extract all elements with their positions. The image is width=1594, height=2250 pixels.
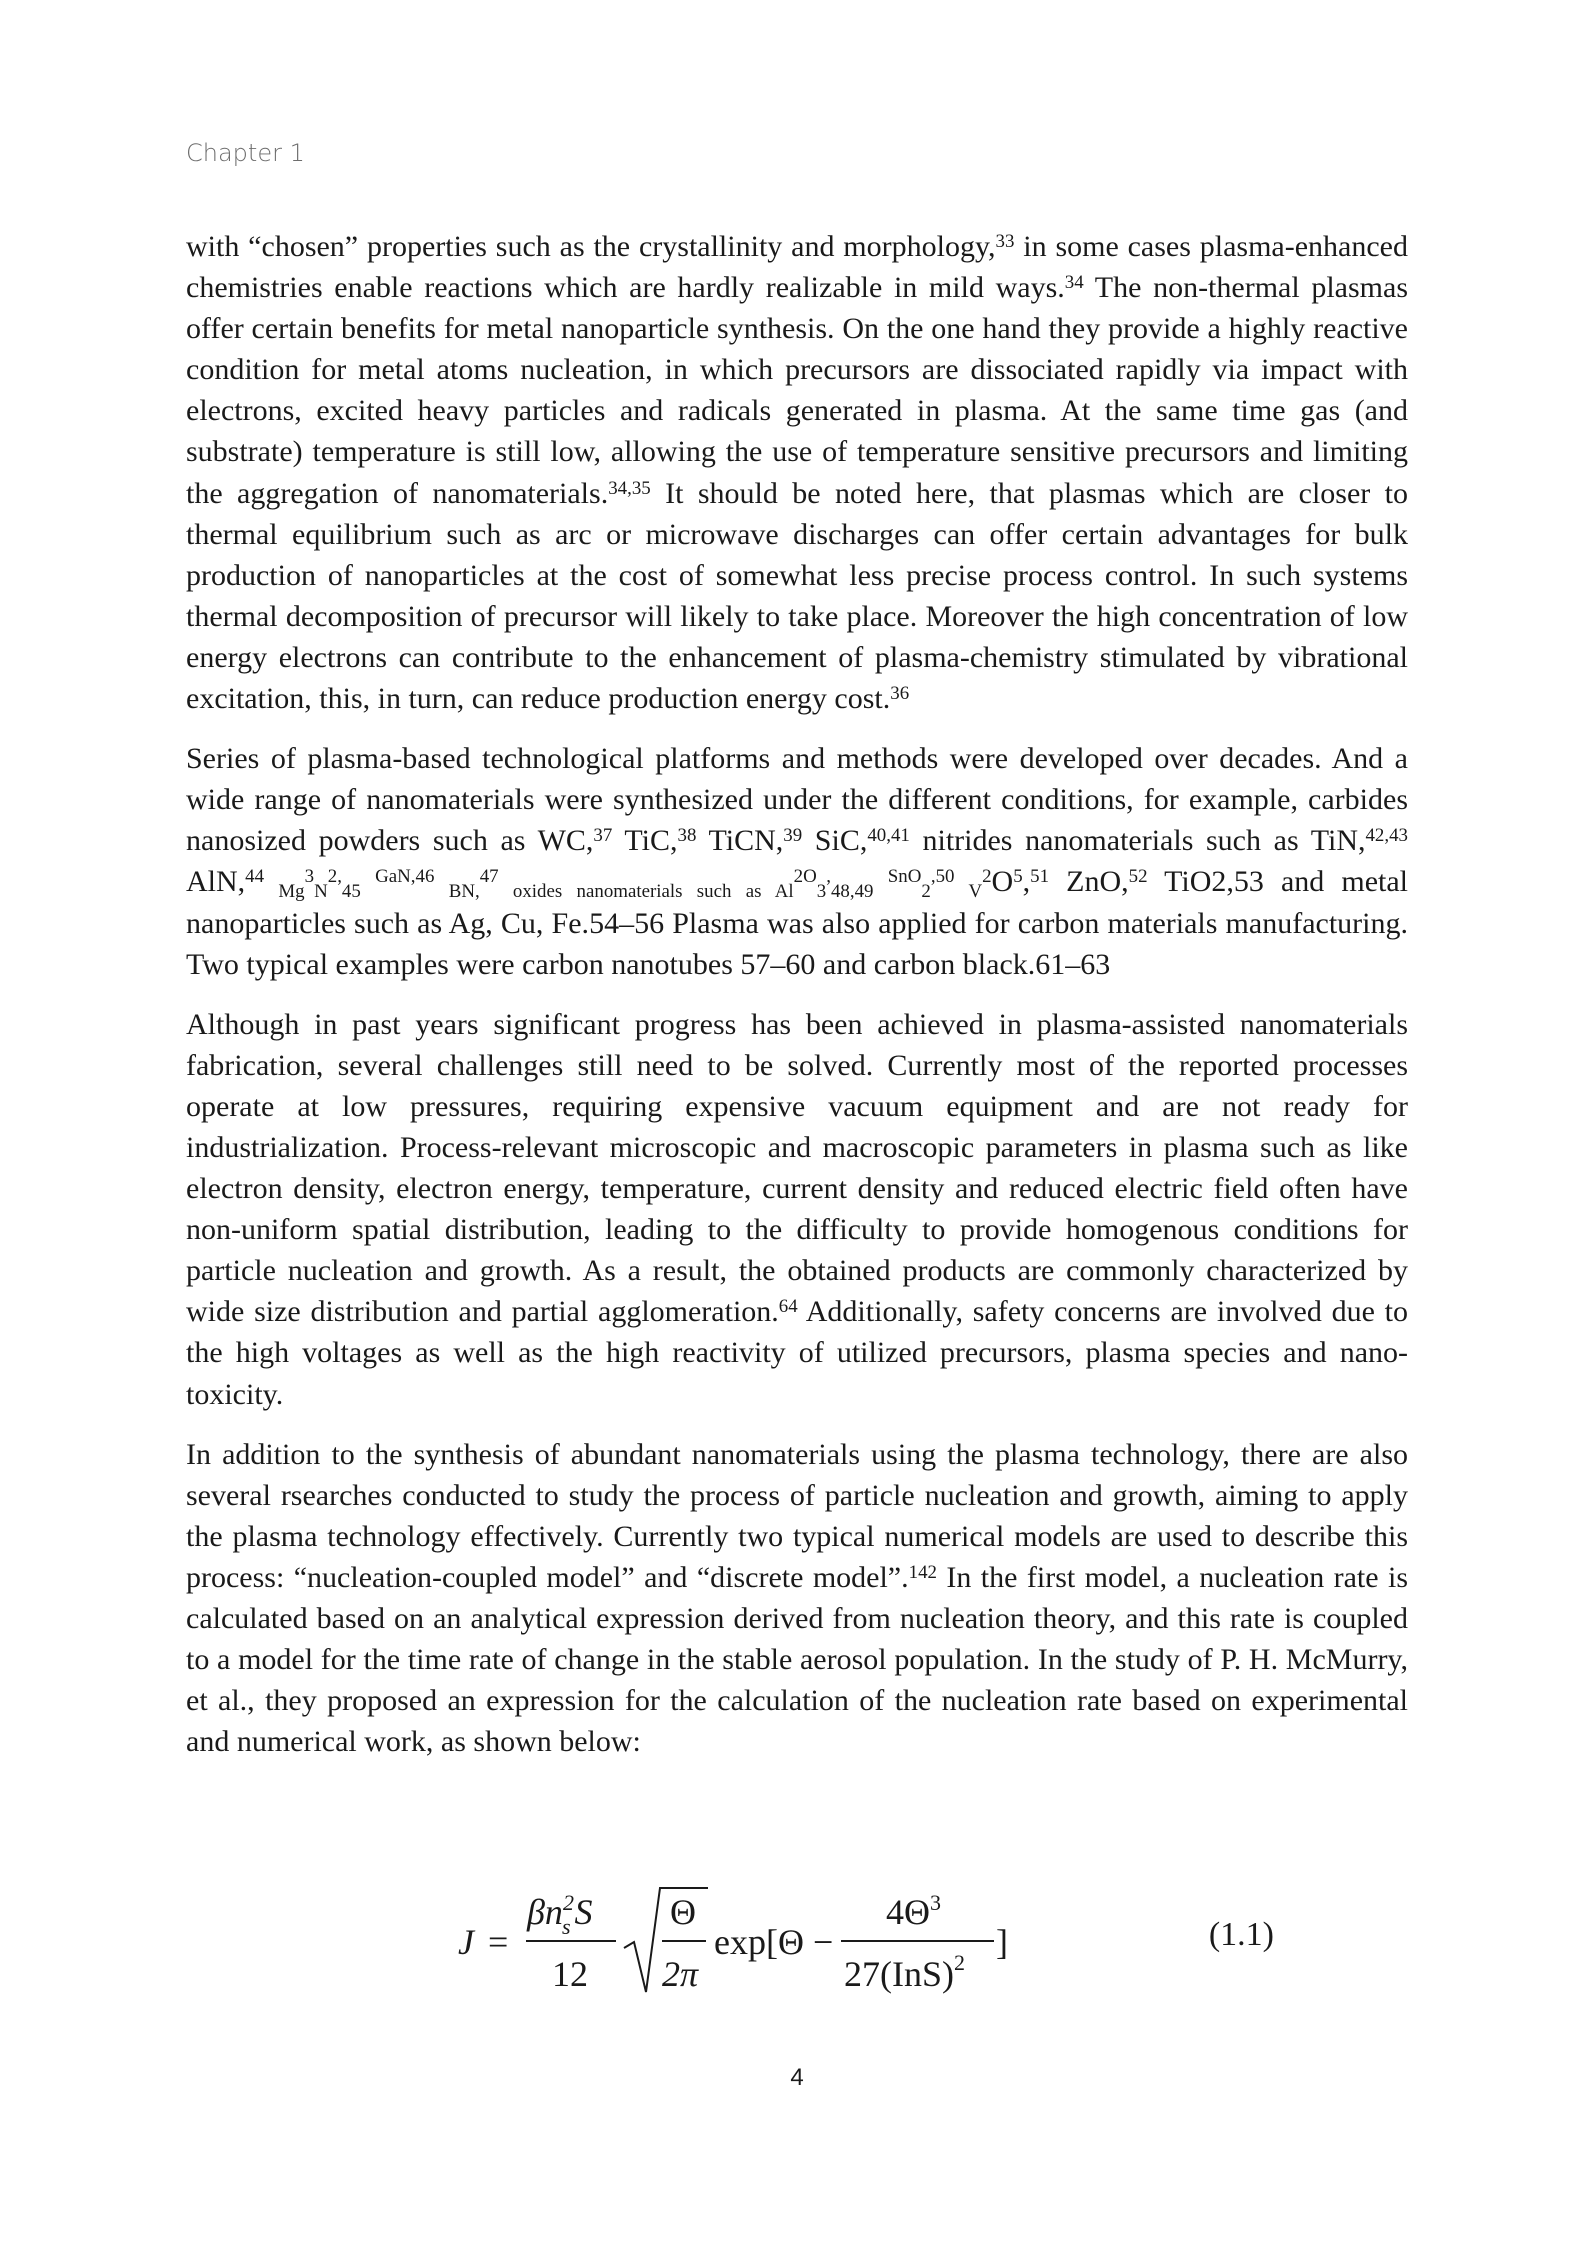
paragraph-text: 61–63 — [1035, 947, 1111, 981]
paragraph-text: Additionally, safety concerns are involved due to the high voltages as well as the high reactivity of utilized precursors, plasma species and nano-toxicity. — [186, 1295, 1408, 1411]
paragraph-text: The non-thermal plasmas offer certain benefits for metal nanoparticle synthesis. On the one hand they provide a highly reactive condition for metal atoms nucleation, in which precursors are dissociated rapidly via impact with electrons, excited heavy particles and radicals generated in plasma. At the same time gas (and substrate) temperature is still low, allowing the use of temperature sensitive precursors and limiting the aggregation of nanomaterials. — [186, 271, 1408, 510]
body-text — [186, 226, 1408, 1781]
citation-superscript: 44 — [245, 866, 265, 888]
citation-superscript: 64 — [778, 1296, 798, 1318]
paragraph-2 — [186, 738, 1408, 985]
citation-superscript: 2 — [793, 866, 804, 888]
paragraph-3 — [186, 1004, 1408, 1415]
paragraph-text: TiCN, — [696, 824, 784, 858]
paragraph-text: SiC, — [802, 824, 868, 858]
eq-frac1-denominator: 12 — [552, 1954, 588, 1994]
eq-sqrt-denominator: 2π — [662, 1954, 699, 1994]
chemical-subscript: Mg — [264, 880, 305, 902]
citation-superscript: 46 — [415, 866, 435, 888]
paragraph-text: 57–60 — [740, 947, 816, 981]
chemical-subscript: 45 — [341, 880, 361, 902]
chemical-subscript: V — [954, 880, 983, 902]
citation-superscript: 50 — [935, 866, 955, 888]
citation-superscript: 34 — [1064, 272, 1084, 294]
citation-superscript: SnO — [873, 866, 922, 888]
page-number: 4 — [790, 2064, 804, 2091]
paragraph-text: Plasma was also applied for carbon materials manufacturing. Two typical examples were carbon nanotubes — [186, 906, 1408, 981]
chemical-subscript: oxides nanomaterials such as Al — [498, 880, 794, 902]
paragraph-text: with “chosen” properties such as the crystallinity and morphology, — [186, 230, 996, 263]
eq-exp-open: exp[Θ − — [714, 1922, 834, 1962]
paragraph-1 — [186, 226, 1408, 719]
paragraph-text: In the first model, a nucleation rate is calculated based on an analytical expression derived from nucleation theory, and this rate is coupled to a model for the time rate of change in the stable aerosol population. In the study of P. H. McMurry, et al., they proposed an expression for the calculation of the nucleation rate based on experimental and numerical work, as shown below: — [186, 1560, 1409, 1759]
paragraph-text: 54–56 — [589, 906, 665, 940]
citation-superscript: 34,35 — [608, 477, 651, 499]
citation-superscript: , — [826, 866, 831, 888]
paragraph-text: It should be noted here, that plasmas which are closer to thermal equilibrium such as arc or microwave discharges can offer certain advantages for bulk production of nanoparticles at the cost of somewhat less precise process control. In such systems thermal decomposition of precursor will likely to take place. Moreover the high concentration of low energy electrons can contribute to the enhancement of plasma-chemistry stimulated by vibrational excitation, this, in turn, can reduce production energy cost. — [186, 476, 1409, 716]
eq-frac2-denominator: 27(InS)$^2$ — [844, 1950, 965, 1994]
paragraph-text: nitrides nanomaterials such as TiN, — [909, 824, 1366, 858]
eq-frac1-numerator: $\beta n^2$ s S — [527, 1890, 593, 1939]
citation-superscript: 52 — [1128, 866, 1148, 888]
citation-superscript: 142 — [908, 1561, 937, 1583]
citation-superscript: 42,43 — [1365, 825, 1408, 847]
paragraph-text: and metal nanoparticles such as Ag, Cu, Fe. — [186, 865, 1409, 940]
eq-lhs: J — [458, 1922, 474, 1962]
running-head: Chapter 1 — [186, 139, 305, 167]
equation-1-1 — [186, 1880, 1408, 2000]
eq-sqrt-numerator: Θ — [670, 1892, 696, 1932]
paragraph-text: O — [991, 865, 1014, 899]
citation-superscript: 40,41 — [867, 825, 910, 847]
paragraph-text: Series of plasma-based technological platforms and methods were developed over decades. And a wide range of nanomaterials were synthesized under the different conditions, for example, carbides nanosized powders such as WC, — [186, 742, 1408, 858]
citation-superscript: 5 — [1013, 866, 1023, 888]
paragraph-text: 53 — [1233, 865, 1264, 899]
paragraph-text: AlN, — [186, 865, 246, 899]
paragraph-text: TiC, — [612, 824, 678, 858]
citation-superscript: 38 — [677, 825, 697, 847]
citation-superscript: 36 — [890, 682, 910, 704]
citation-superscript: , — [930, 866, 936, 888]
chemical-subscript: BN, — [434, 880, 480, 902]
citation-superscript: , — [337, 866, 342, 888]
paragraph-text: 2 — [1211, 865, 1227, 899]
chemical-subscript: 2 — [921, 880, 931, 902]
chemical-subscript: 3 — [816, 880, 827, 902]
eq-exp-close: ] — [996, 1922, 1008, 1962]
paragraph-text: in some cases plasma-enhanced chemistries enable reactions which are hardly realizable in mild ways. — [186, 230, 1408, 305]
citation-superscript: 33 — [995, 230, 1015, 252]
paragraph-text: and carbon black. — [815, 947, 1036, 981]
chemical-subscript: 48,49 — [830, 880, 874, 902]
paragraph-text: TiO — [1147, 865, 1212, 899]
paragraph-text: ZnO, — [1049, 865, 1129, 899]
citation-superscript: GaN, — [360, 866, 416, 888]
citation-superscript: 2 — [327, 866, 338, 888]
paragraph-text: In addition to the synthesis of abundant nanomaterials using the plasma technology, there are also several rsearches conducted to study the process of particle nucleation and growth, aiming to apply the plasma technology effectively. Currently two typical numerical models are used to describe this process: “nucleation-coupled model” and “discrete model”. — [186, 1437, 1408, 1594]
citation-superscript: 39 — [783, 825, 803, 847]
citation-superscript: 3 — [304, 866, 315, 888]
citation-superscript: 51 — [1030, 866, 1050, 888]
citation-superscript: 37 — [593, 825, 613, 847]
eq-equals: = — [488, 1922, 509, 1962]
paragraph-text: Although in past years significant progress has been achieved in plasma-assisted nanomaterials fabrication, several challenges still need to be solved. Currently most of the reported processes operate at low pressures, requiring expensive vacuum equipment and are not ready for industrialization. Process-relevant microscopic and macroscopic parameters in plasma such as like electron density, electron energy, temperature, current density and reduced electric field often have non-uniform spatial distribution, leading to the difficulty to provide homogenous conditions for particle nucleation and growth. As a result, the obtained products are commonly characterized by wide size distribution and partial agglomeration. — [186, 1007, 1408, 1329]
citation-superscript: 2 — [982, 866, 992, 888]
paragraph-text: , — [1226, 865, 1234, 899]
citation-superscript: 47 — [479, 866, 499, 888]
paragraph-text: , — [1022, 865, 1031, 899]
chemical-subscript: N — [314, 880, 328, 902]
equation-number: (1.1) — [1208, 1916, 1274, 1953]
paragraph-4 — [186, 1434, 1408, 1763]
citation-superscript: O — [803, 866, 817, 888]
eq-frac2-numerator: $4\Theta^3$ — [886, 1890, 941, 1932]
